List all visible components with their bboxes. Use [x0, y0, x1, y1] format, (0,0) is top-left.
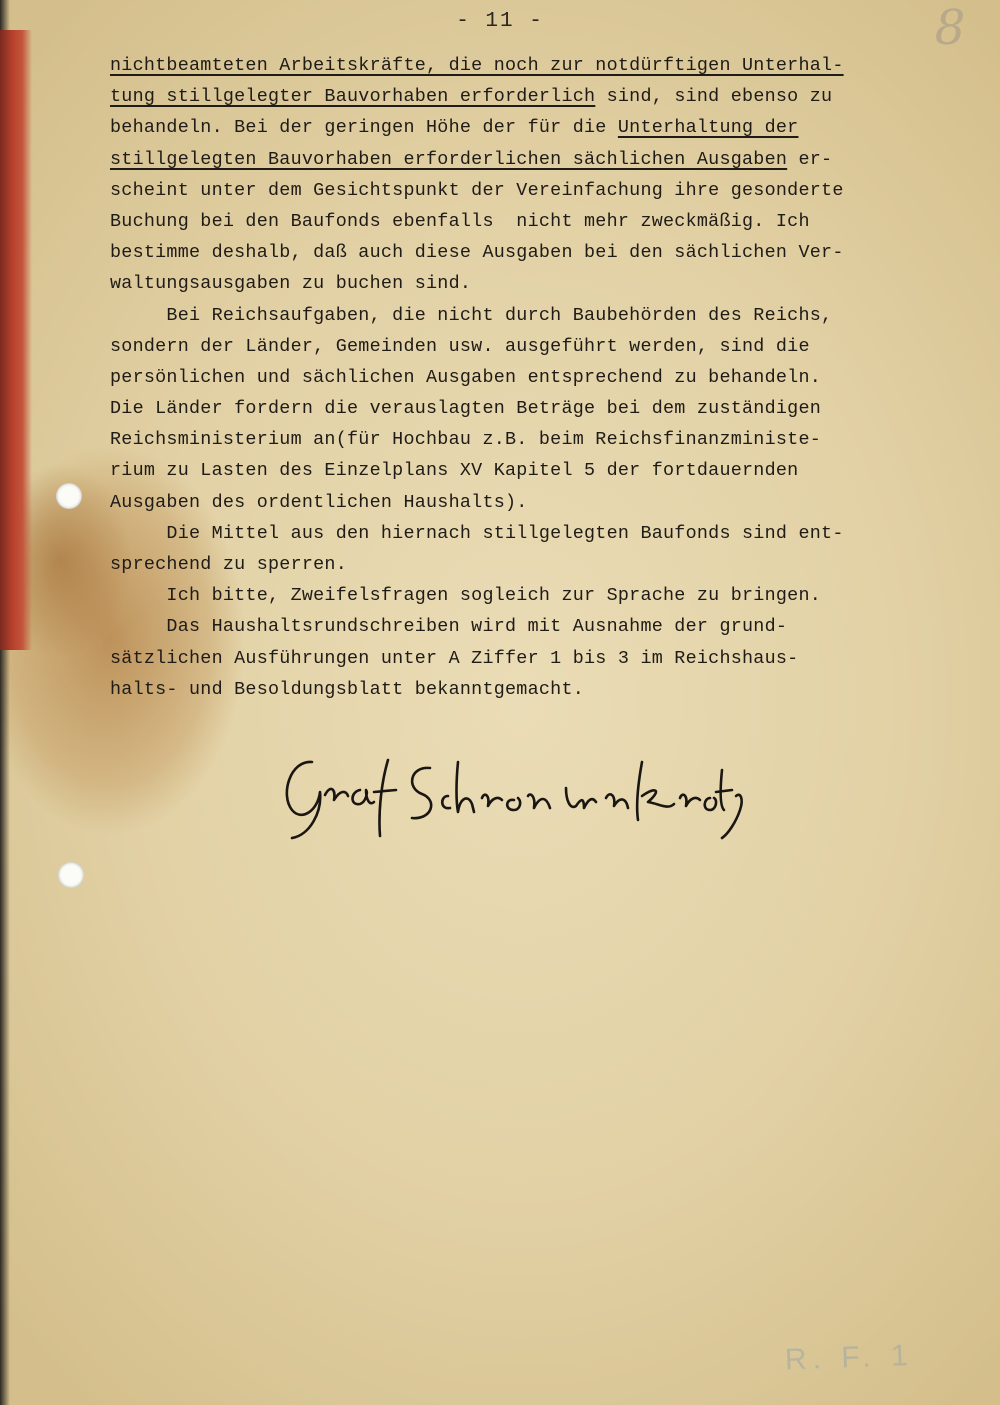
text-line-main: Reichsministerium an(für Hochbau z.B. beim Reichsfinanzministe-: [110, 429, 822, 451]
text-line: [110, 112, 940, 143]
text-line: [110, 81, 940, 112]
text-line-main: sondern der Länder, Gemeinden usw. ausgeführt werden, sind die: [110, 335, 810, 357]
text-line-main: persönlichen und sächlichen Ausgaben entsprechend zu behandeln.: [110, 366, 822, 388]
punch-hole-top: [56, 483, 82, 509]
text-line: [110, 206, 940, 237]
red-binding-strip: [0, 30, 32, 650]
text-line: [110, 300, 940, 331]
text-line: [110, 144, 940, 175]
text-line-main: Das Haushaltsrundschreiben wird mit Ausnahme der grund-: [110, 616, 788, 638]
text-line-main: stillgelegten Bauvorhaben erforderlichen sächlichen Ausgaben: [110, 148, 788, 170]
text-line: [110, 611, 940, 642]
text-line-main: Die Länder fordern die verauslagten Beträge bei dem zuständigen: [110, 398, 822, 420]
text-line: [110, 643, 940, 674]
typed-body-text: [110, 50, 940, 705]
archive-stamp: R. F. 1: [784, 1339, 915, 1377]
text-line: [110, 424, 940, 455]
text-line-main: tung stillgelegter Bauvorhaben erforderlich: [110, 86, 596, 108]
text-line: [110, 237, 940, 268]
text-line-main: scheint unter dem Gesichtspunkt der Vereinfachung ihre gesonderte: [110, 179, 844, 201]
text-line: [110, 362, 940, 393]
text-line: [110, 268, 940, 299]
text-line: [110, 175, 940, 206]
text-line-main: rium zu Lasten des Einzelplans XV Kapitel 5 der fortdauernden: [110, 460, 799, 482]
page-number: - 11 -: [456, 10, 544, 33]
text-line-main: behandeln. Bei der geringen Höhe der für die: [110, 117, 618, 139]
handwritten-signature: [270, 740, 750, 850]
text-line-underlined-tail: Unterhaltung der: [617, 117, 799, 139]
punch-hole-bottom: [58, 862, 84, 888]
text-line: [110, 518, 940, 549]
text-line: [110, 580, 940, 611]
text-line-rest: sind, sind ebenso zu: [595, 86, 833, 108]
text-line: [110, 674, 940, 705]
folio-mark: 8: [934, 0, 966, 56]
text-line-main: Buchung bei den Baufonds ebenfalls nicht mehr zweckmäßig. Ich: [110, 210, 810, 232]
text-line-main: Bei Reichsaufgaben, die nicht durch Baubehörden des Reichs,: [110, 304, 833, 326]
text-line: [110, 549, 940, 580]
text-line-main: bestimme deshalb, daß auch diese Ausgaben bei den sächlichen Ver-: [110, 242, 844, 264]
text-line-main: waltungsausgaben zu buchen sind.: [110, 273, 472, 295]
text-line: [110, 455, 940, 486]
text-line-main: Ausgaben des ordentlichen Haushalts).: [110, 491, 528, 513]
text-line: [110, 487, 940, 518]
text-line-main: sätzlichen Ausführungen unter A Ziffer 1 bis 3 im Reichshaus-: [110, 647, 799, 669]
text-line-main: Die Mittel aus den hiernach stillgelegten Baufonds sind ent-: [110, 522, 844, 544]
text-line-main: halts- und Besoldungsblatt bekanntgemacht.: [110, 678, 585, 700]
text-line: [110, 331, 940, 362]
text-line-main: nichtbeamteten Arbeitskräfte, die noch zur notdürftigen Unterhal-: [110, 55, 844, 76]
text-line-main: Ich bitte, Zweifelsfragen sogleich zur Sprache zu bringen.: [110, 585, 822, 607]
text-line-main: sprechend zu sperren.: [110, 554, 348, 575]
text-line: [110, 50, 940, 81]
text-line-rest: er-: [787, 148, 833, 170]
text-line: [110, 393, 940, 424]
